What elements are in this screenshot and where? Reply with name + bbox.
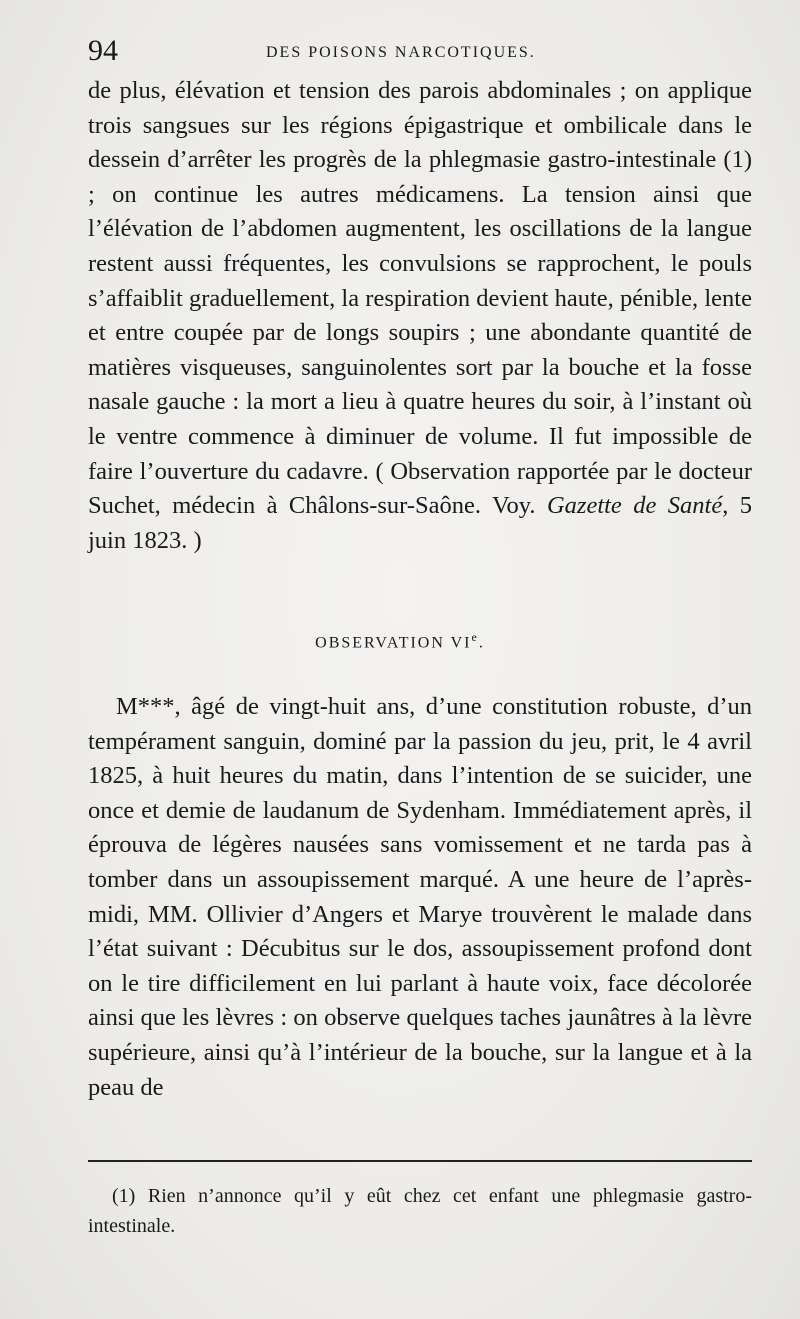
page-header [88,34,750,68]
observation-heading [0,630,800,652]
running-head: DES POISONS NARCOTIQUES. [266,44,536,61]
footnote-divider [88,1160,752,1162]
page-number: 94 [88,34,118,67]
observation-heading-end: . [478,634,485,652]
paragraph-1-text: de plus, élévation et tension des parois abdominales ; on applique trois sangsues sur les régions épigastrique et ombilicale dans le dessein d’arrêter les progrès de la phlegmasie gastro-intestinale (1) ; on continue les autres médicamens. La tension ainsi que l’élévation de l’abdomen augmentent, les oscillations de la langue restent aussi fréquentes, les convulsions se rapprochent, le pouls s’affaiblit graduellement, la respiration devient haute, pénible, lente et entre coupée par de longs soupirs ; une abondante quantité de matières visqueuses, sanguinolentes sort par la bouche et la fosse nasale gauche : la mort a lieu à quatre heures du soir, à l’instant où le ventre commence à diminuer de volume. Il fut impossible de faire l’ouverture du cadavre. ( Observation rapportée par le docteur Suchet, médecin à Châlons-sur-Saône. Voy. [88,77,752,520]
observation-heading-sup: e [471,630,479,644]
citation-date: , 5 juin 1823. ) [88,492,752,554]
paragraph-continued [88,74,752,558]
citation-title: Gazette de Santé [546,492,723,520]
paragraph-observation: M***, âgé de vingt-huit ans, d’une constitution robuste, d’un tempérament sanguin, dominé par la passion du jeu, prit, le 4 avril 1825, à huit heures du matin, dans l’intention de se suicider, une once et demie de laudanum de Sydenham. Immédiatement après, il éprouva de légères nausées sans vomissement et ne tarda pas à tomber dans un assoupissement marqué. A une heure de l’après-midi, MM. Ollivier d’Angers et Marye trouvèrent le malade dans l’état suivant : Décubitus sur le dos, assoupissement profond dont on le tire difficilement en lui parlant à haute voix, face décolorée ainsi que les lèvres : on observe quelques taches jaunâtres à la lèvre supérieure, ainsi qu’à l’intérieur de la bouche, sur la langue et à la peau de [88,693,752,1101]
observation-heading-text: OBSERVATION VI [315,634,472,652]
footnote: (1) Rien n’annonce qu’il y eût chez cet enfant une phlegmasie gastro-intestinale. [88,1185,752,1237]
